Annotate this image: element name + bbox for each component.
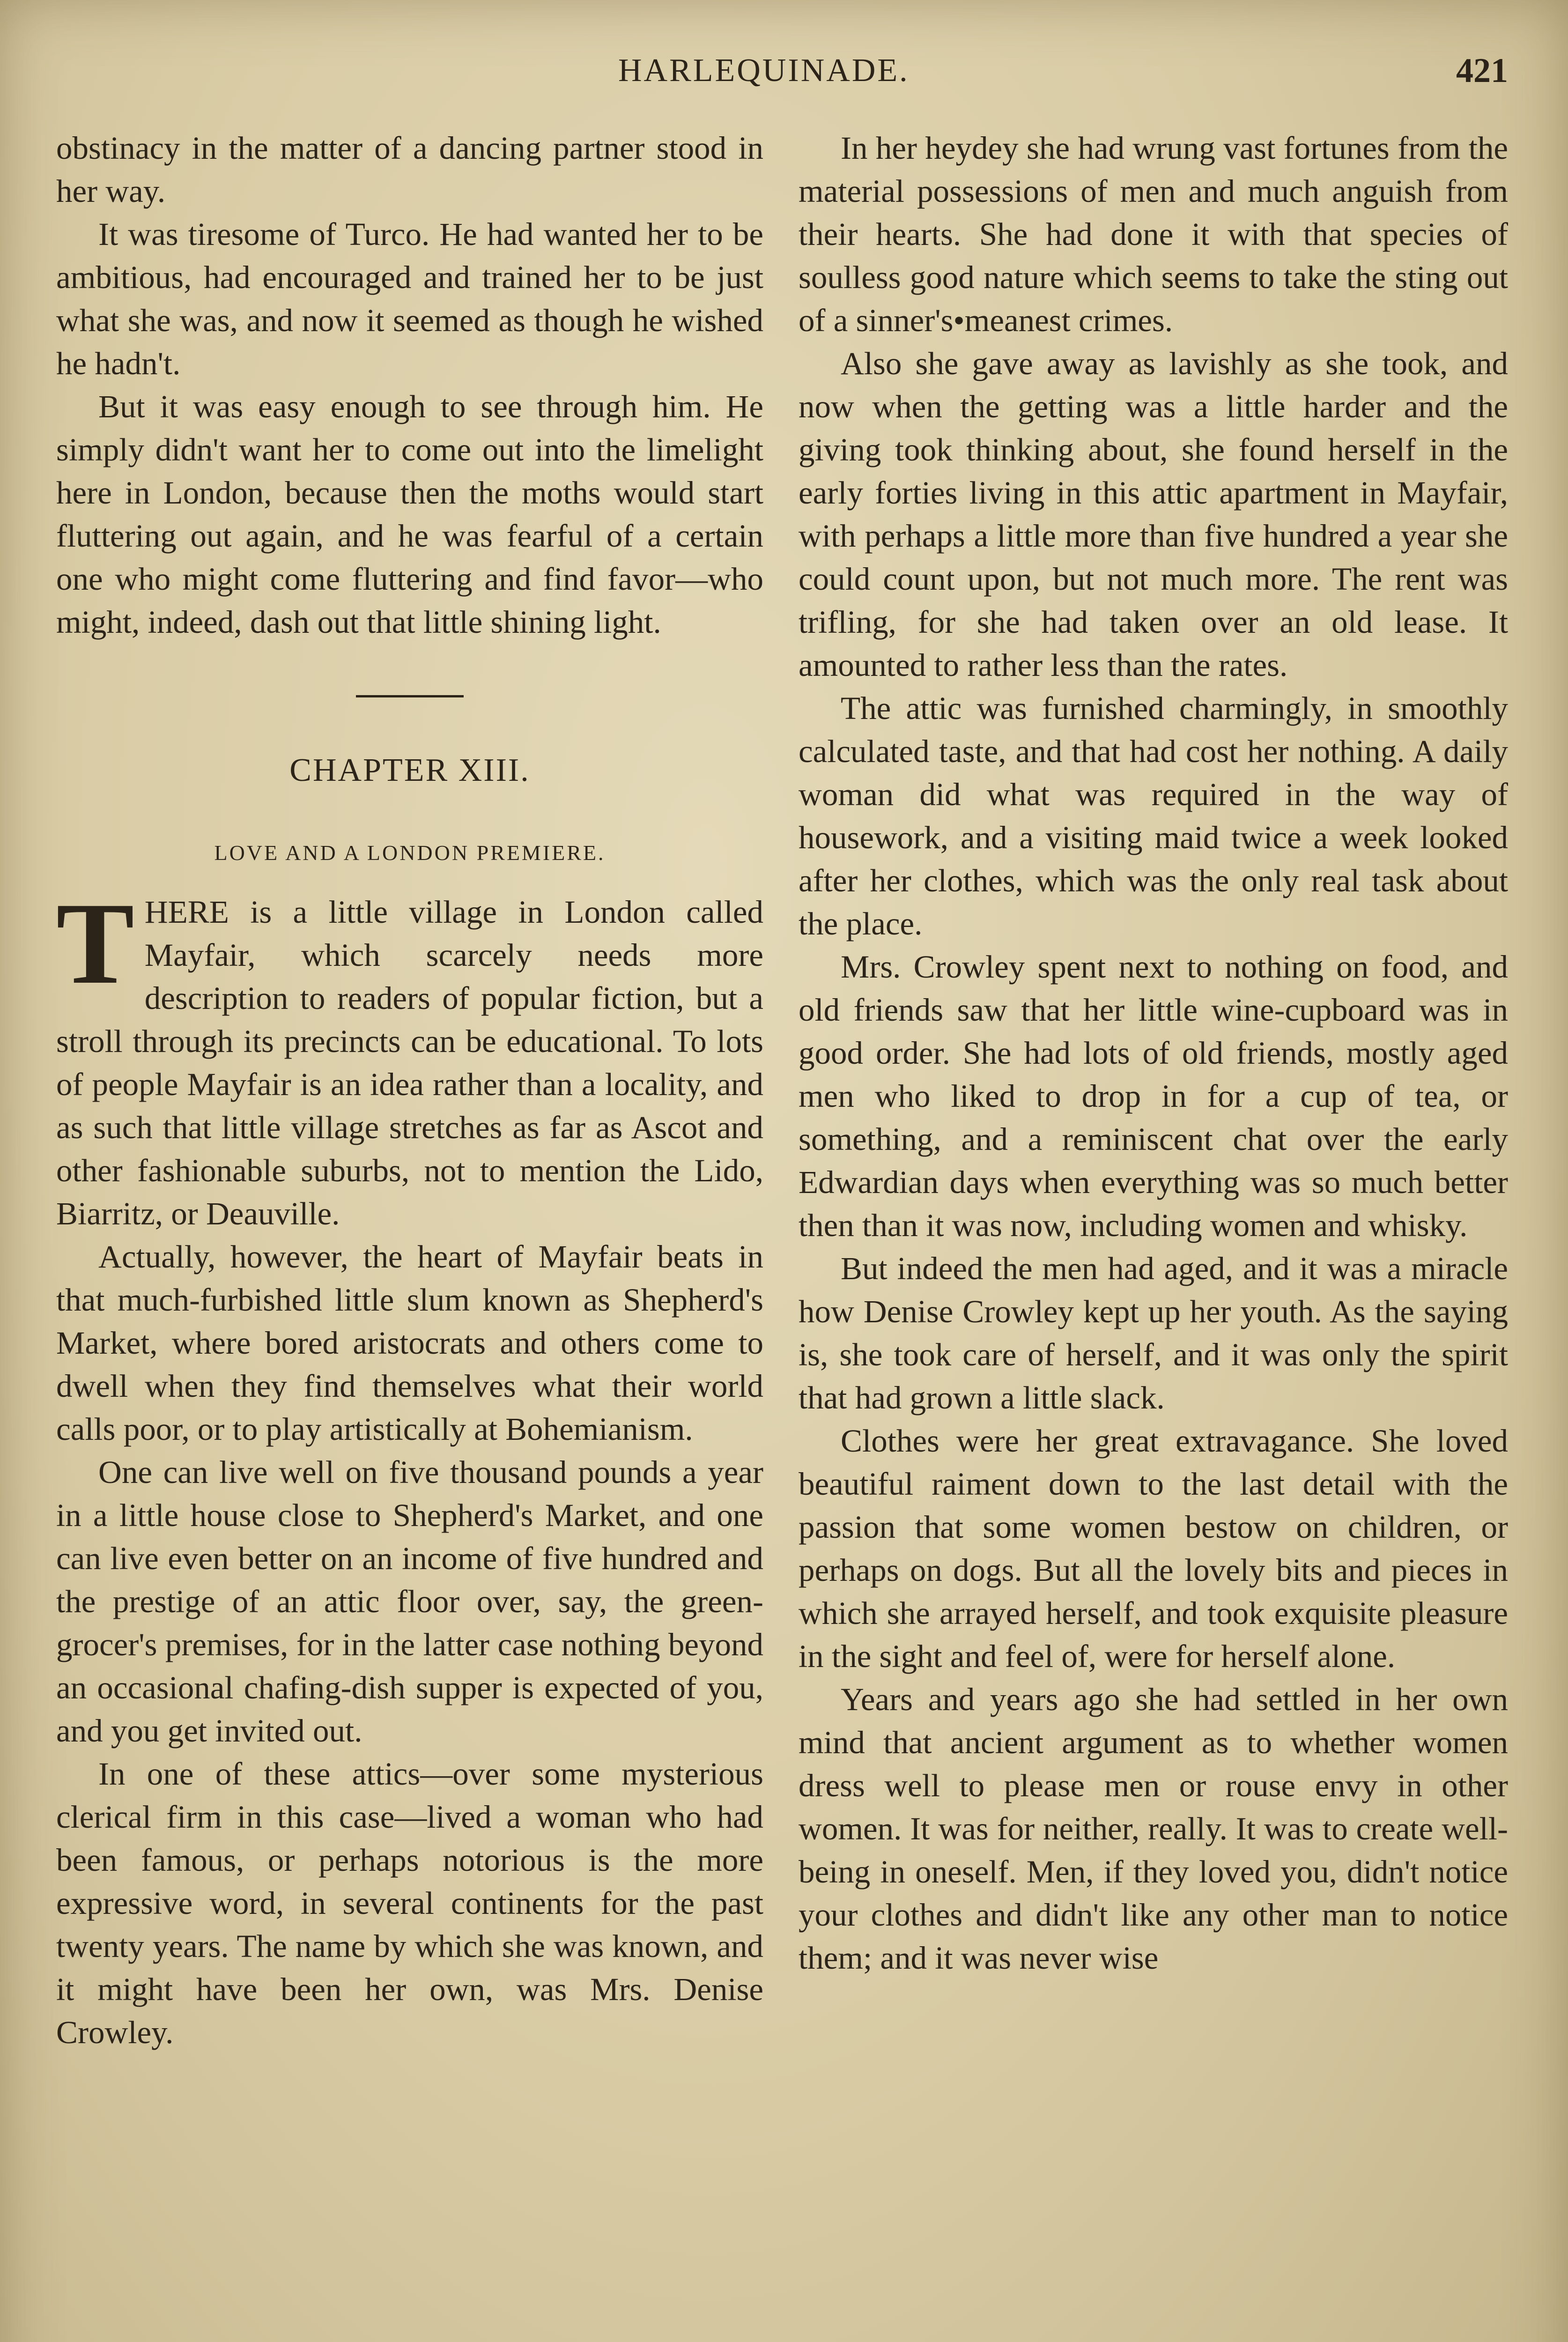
running-title: HARLEQUINADE. (618, 52, 910, 89)
page-number: 421 (1456, 52, 1508, 90)
paragraph: One can live well on five thousand pounds a year in a little house close to Shepherd's Market, and one can live even better on an income of five hundred and the prestige of an attic floor over, say, the green-grocer's premises, for in the latter case nothing beyond an occasional chafing-dish supper is expected of you, and you get invited out. (56, 1454, 763, 1749)
paragraph: Actually, however, the heart of Mayfair beats in that much-furbished little slum known as Shepherd's Market, where bored aristocrats and others come to dwell when they find themselves what their world calls poor, or to play artistically at Bohemianism. (56, 1239, 763, 1447)
paragraph: But it was easy enough to see through him. He simply didn't want her to come out into the limelight here in London, because then the moths would start fluttering out again, and he was fearful of a certain one who might come fluttering and find favor—who might, indeed, dash out that little shining light. (56, 389, 763, 640)
paragraph: obstinacy in the matter of a dancing partner stood in her way. (56, 130, 763, 209)
drop-cap: T (56, 879, 134, 1008)
opening-caps: HERE (144, 894, 229, 930)
paragraph: Mrs. Crowley spent next to nothing on food, and old friends saw that her little wine-cupboard was in good order. She had lots of old friends, mostly aged men who liked to drop in for a cup of tea, or something, and a reminiscent chat over the early Edwardian days when everything was so much better then than it was now, including women and whisky. (799, 949, 1508, 1243)
chapter-title: CHAPTER XIII. (289, 752, 530, 788)
paragraph: In one of these attics—over some mysterious clerical firm in this case—lived a woman who had been famous, or perhaps notorious is the more expressive word, in several continents for the past twenty years. The name by which she was known, and it might have been her own, was Mrs. Denise Crowley. (56, 1756, 763, 2050)
paragraph: Also she gave away as lavishly as she took, and now when the getting was a little harder and the giving took thinking about, she found herself in the early forties living in this attic apartment in Mayfair, with perhaps a little more than five hundred a year she could count upon, but not much more. The rent was trifling, for she had taken over an old lease. It amounted to rather less than the rates. (799, 346, 1508, 683)
section-divider (356, 695, 464, 697)
paragraph: Clothes were her great extravagance. She loved beautiful raiment down to the last detail with the passion that some women bestow on children, or perhaps on dogs. But all the lovely bits and pieces in which she arrayed herself, and took exquisite pleasure in the sight and feel of, were for herself alone. (799, 1423, 1508, 1674)
opening-text: is a little village in London called Mayfair, which scarcely needs more description to readers of popular fiction, but a stroll through its precincts can be educational. To lots of people Mayfair is an idea rather than a locality, and as such that little village stretches as far as Ascot and other fashionable suburbs, not to mention the Lido, Biarritz, or Deauville. (56, 894, 763, 1231)
paragraph: But indeed the men had aged, and it was a miracle how Denise Crowley kept up her youth. As the saying is, she took care of herself, and it was only the spirit that had grown a little slack. (799, 1251, 1508, 1416)
opening-paragraph (56, 879, 763, 1235)
right-column (799, 126, 1508, 2342)
paragraph: Years and years ago she had settled in her own mind that ancient argument as to whether women dress well to please men or rouse envy in other women. It was for neither, really. It was to create well-being in oneself. Men, if they loved you, didn't notice your clothes and didn't like any other man to notice them; and it was never wise (799, 1682, 1508, 1976)
paragraph: The attic was furnished charmingly, in smoothly calculated taste, and that had cost her nothing. A daily woman did what was required in the way of housework, and a visiting maid twice a week looked after her clothes, which was the only real task about the place. (799, 690, 1508, 941)
left-column (56, 126, 763, 2342)
chapter-subtitle: LOVE AND A LONDON PREMIERE. (214, 841, 606, 865)
paragraph: It was tiresome of Turco. He had wanted her to be ambitious, had encouraged and trained her to be just what she was, and now it seemed as though he wished he hadn't. (56, 216, 763, 381)
running-head (553, 45, 1508, 96)
paragraph: In her heydey she had wrung vast fortunes from the material possessions of men and much anguish from their hearts. She had done it with that species of soulless good nature which seems to take the sting out of a sinner's•meanest crimes. (799, 130, 1508, 338)
